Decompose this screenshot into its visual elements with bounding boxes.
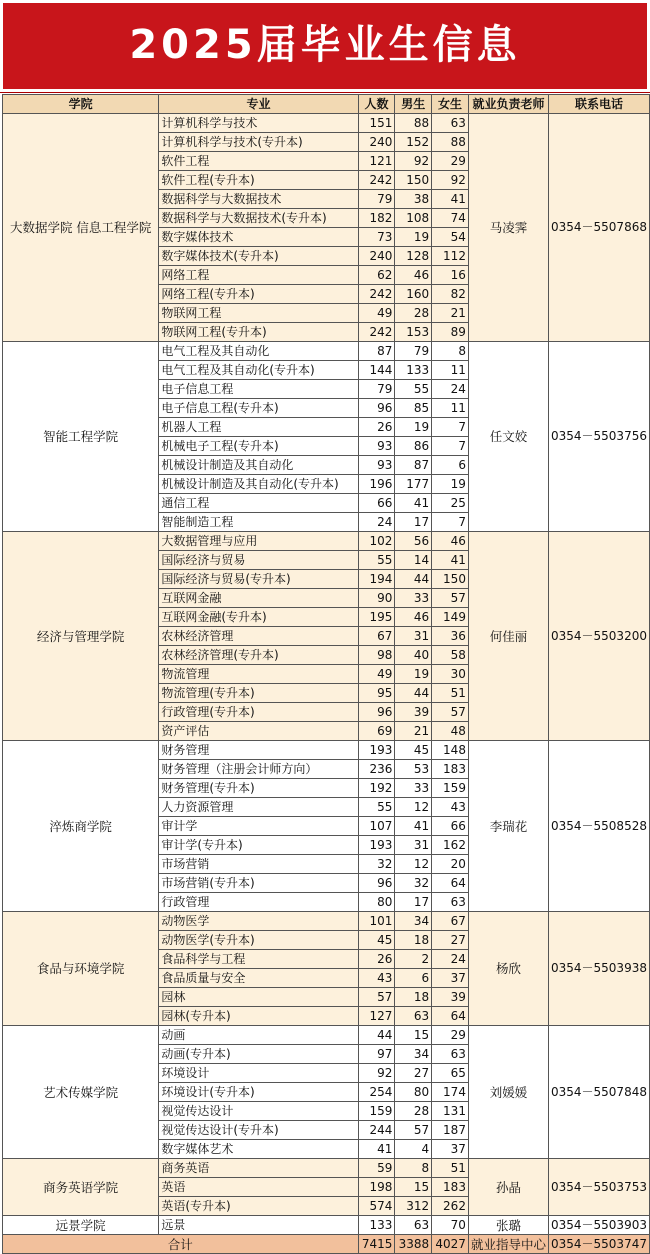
total-count: 144: [358, 361, 395, 380]
total-row: [3, 1235, 650, 1254]
total-count: 198: [358, 1178, 395, 1197]
total-count: 55: [358, 551, 395, 570]
total-count: 196: [358, 475, 395, 494]
female-count: 7: [432, 513, 469, 532]
total-count: 92: [358, 1064, 395, 1083]
total-count: 96: [358, 874, 395, 893]
title-banner: [0, 0, 650, 92]
total-count: 90: [358, 589, 395, 608]
major-name: 机械电子工程(专升本): [159, 437, 358, 456]
female-count: 30: [432, 665, 469, 684]
total-count: 242: [358, 171, 395, 190]
major-name: 动画: [159, 1026, 358, 1045]
male-count: 55: [395, 380, 432, 399]
major-name: 大数据管理与应用: [159, 532, 358, 551]
table-row: [3, 114, 650, 133]
female-count: 46: [432, 532, 469, 551]
female-count: 29: [432, 1026, 469, 1045]
male-count: 39: [395, 703, 432, 722]
female-count: 89: [432, 323, 469, 342]
college-name: 远景学院: [3, 1216, 159, 1235]
major-name: 审计学: [159, 817, 358, 836]
major-name: 数据科学与大数据技术(专升本): [159, 209, 358, 228]
total-count: 49: [358, 304, 395, 323]
total-count: 45: [358, 931, 395, 950]
total-count: 59: [358, 1159, 395, 1178]
female-count: 187: [432, 1121, 469, 1140]
phone-number: 0354－5508528: [548, 741, 649, 912]
male-count: 18: [395, 931, 432, 950]
major-name: 电气工程及其自动化: [159, 342, 358, 361]
male-count: 31: [395, 627, 432, 646]
page-title: 2025届毕业生信息: [129, 22, 521, 68]
table-row: [3, 912, 650, 931]
female-count: 149: [432, 608, 469, 627]
total-count: 79: [358, 380, 395, 399]
male-count: 6: [395, 969, 432, 988]
male-count: 133: [395, 361, 432, 380]
teacher-name: 任文姣: [468, 342, 548, 532]
female-count: 7: [432, 437, 469, 456]
teacher-name: 李瑞花: [468, 741, 548, 912]
major-name: 计算机科学与技术(专升本): [159, 133, 358, 152]
male-count: 63: [395, 1216, 432, 1235]
summary-phone: 0354－5503747: [548, 1235, 649, 1254]
total-count: 193: [358, 741, 395, 760]
female-count: 57: [432, 703, 469, 722]
male-count: 12: [395, 798, 432, 817]
female-count: 48: [432, 722, 469, 741]
header-total: 人数: [358, 95, 395, 114]
male-count: 40: [395, 646, 432, 665]
sum-male: 3388: [395, 1235, 432, 1254]
total-count: 240: [358, 133, 395, 152]
total-count: 44: [358, 1026, 395, 1045]
major-name: 食品科学与工程: [159, 950, 358, 969]
female-count: 150: [432, 570, 469, 589]
major-name: 园林(专升本): [159, 1007, 358, 1026]
male-count: 21: [395, 722, 432, 741]
male-count: 160: [395, 285, 432, 304]
male-count: 44: [395, 684, 432, 703]
female-count: 37: [432, 969, 469, 988]
male-count: 150: [395, 171, 432, 190]
female-count: 92: [432, 171, 469, 190]
total-count: 32: [358, 855, 395, 874]
total-count: 254: [358, 1083, 395, 1102]
male-count: 31: [395, 836, 432, 855]
major-name: 软件工程(专升本): [159, 171, 358, 190]
male-count: 85: [395, 399, 432, 418]
major-name: 电子信息工程: [159, 380, 358, 399]
female-count: 70: [432, 1216, 469, 1235]
female-count: 58: [432, 646, 469, 665]
total-count: 121: [358, 152, 395, 171]
major-name: 环境设计: [159, 1064, 358, 1083]
major-name: 行政管理: [159, 893, 358, 912]
female-count: 64: [432, 874, 469, 893]
male-count: 46: [395, 608, 432, 627]
total-count: 194: [358, 570, 395, 589]
female-count: 6: [432, 456, 469, 475]
major-name: 电子信息工程(专升本): [159, 399, 358, 418]
male-count: 15: [395, 1026, 432, 1045]
total-count: 193: [358, 836, 395, 855]
total-count: 95: [358, 684, 395, 703]
teacher-name: 刘媛媛: [468, 1026, 548, 1159]
female-count: 19: [432, 475, 469, 494]
total-count: 26: [358, 950, 395, 969]
female-count: 43: [432, 798, 469, 817]
sum-total: 7415: [358, 1235, 395, 1254]
total-count: 96: [358, 703, 395, 722]
female-count: 24: [432, 950, 469, 969]
male-count: 34: [395, 912, 432, 931]
major-name: 园林: [159, 988, 358, 1007]
male-count: 19: [395, 228, 432, 247]
teacher-name: 杨欣: [468, 912, 548, 1026]
male-count: 28: [395, 1102, 432, 1121]
female-count: 162: [432, 836, 469, 855]
female-count: 11: [432, 399, 469, 418]
total-count: 69: [358, 722, 395, 741]
major-name: 数字媒体艺术: [159, 1140, 358, 1159]
male-count: 27: [395, 1064, 432, 1083]
female-count: 63: [432, 1045, 469, 1064]
male-count: 312: [395, 1197, 432, 1216]
male-count: 18: [395, 988, 432, 1007]
table-row: [3, 342, 650, 361]
total-count: 240: [358, 247, 395, 266]
header-major: 专业: [159, 95, 358, 114]
male-count: 88: [395, 114, 432, 133]
table-body: [3, 114, 650, 1254]
male-count: 33: [395, 589, 432, 608]
major-name: 计算机科学与技术: [159, 114, 358, 133]
teacher-name: 张璐: [468, 1216, 548, 1235]
major-name: 环境设计(专升本): [159, 1083, 358, 1102]
male-count: 19: [395, 418, 432, 437]
female-count: 54: [432, 228, 469, 247]
phone-number: 0354－5503200: [548, 532, 649, 741]
female-count: 148: [432, 741, 469, 760]
major-name: 软件工程: [159, 152, 358, 171]
total-count: 192: [358, 779, 395, 798]
male-count: 44: [395, 570, 432, 589]
female-count: 7: [432, 418, 469, 437]
total-count: 242: [358, 285, 395, 304]
male-count: 87: [395, 456, 432, 475]
major-name: 资产评估: [159, 722, 358, 741]
header-male: 男生: [395, 95, 432, 114]
major-name: 数据科学与大数据技术: [159, 190, 358, 209]
total-count: 127: [358, 1007, 395, 1026]
male-count: 12: [395, 855, 432, 874]
male-count: 32: [395, 874, 432, 893]
male-count: 17: [395, 513, 432, 532]
female-count: 112: [432, 247, 469, 266]
header-teacher: 就业负责老师: [468, 95, 548, 114]
female-count: 25: [432, 494, 469, 513]
male-count: 19: [395, 665, 432, 684]
total-count: 67: [358, 627, 395, 646]
male-count: 56: [395, 532, 432, 551]
female-count: 39: [432, 988, 469, 1007]
major-name: 动物医学: [159, 912, 358, 931]
male-count: 8: [395, 1159, 432, 1178]
major-name: 市场营销(专升本): [159, 874, 358, 893]
major-name: 农林经济管理: [159, 627, 358, 646]
graduate-table: [2, 94, 650, 1254]
college-name: 智能工程学院: [3, 342, 159, 532]
major-name: 物流管理: [159, 665, 358, 684]
total-count: 97: [358, 1045, 395, 1064]
college-name: 艺术传媒学院: [3, 1026, 159, 1159]
female-count: 21: [432, 304, 469, 323]
male-count: 92: [395, 152, 432, 171]
summary-teacher: 就业指导中心: [468, 1235, 548, 1254]
major-name: 互联网金融(专升本): [159, 608, 358, 627]
female-count: 41: [432, 190, 469, 209]
major-name: 网络工程: [159, 266, 358, 285]
total-count: 236: [358, 760, 395, 779]
phone-number: 0354－5503753: [548, 1159, 649, 1216]
male-count: 63: [395, 1007, 432, 1026]
female-count: 183: [432, 760, 469, 779]
total-count: 26: [358, 418, 395, 437]
major-name: 动画(专升本): [159, 1045, 358, 1064]
male-count: 79: [395, 342, 432, 361]
male-count: 57: [395, 1121, 432, 1140]
total-count: 151: [358, 114, 395, 133]
total-count: 93: [358, 456, 395, 475]
female-count: 20: [432, 855, 469, 874]
male-count: 14: [395, 551, 432, 570]
female-count: 63: [432, 893, 469, 912]
major-name: 审计学(专升本): [159, 836, 358, 855]
female-count: 262: [432, 1197, 469, 1216]
total-count: 66: [358, 494, 395, 513]
major-name: 电气工程及其自动化(专升本): [159, 361, 358, 380]
table-header-row: [3, 95, 650, 114]
college-name: 食品与环境学院: [3, 912, 159, 1026]
total-count: 43: [358, 969, 395, 988]
major-name: 智能制造工程: [159, 513, 358, 532]
major-name: 数字媒体技术(专升本): [159, 247, 358, 266]
total-count: 182: [358, 209, 395, 228]
female-count: 57: [432, 589, 469, 608]
male-count: 2: [395, 950, 432, 969]
male-count: 41: [395, 494, 432, 513]
major-name: 机械设计制造及其自动化: [159, 456, 358, 475]
female-count: 24: [432, 380, 469, 399]
phone-number: 0354－5507868: [548, 114, 649, 342]
table-row: [3, 1159, 650, 1178]
major-name: 英语(专升本): [159, 1197, 358, 1216]
teacher-name: 何佳丽: [468, 532, 548, 741]
male-count: 41: [395, 817, 432, 836]
male-count: 28: [395, 304, 432, 323]
male-count: 153: [395, 323, 432, 342]
major-name: 物联网工程: [159, 304, 358, 323]
total-count: 93: [358, 437, 395, 456]
female-count: 131: [432, 1102, 469, 1121]
male-count: 128: [395, 247, 432, 266]
total-count: 55: [358, 798, 395, 817]
total-count: 73: [358, 228, 395, 247]
major-name: 机械设计制造及其自动化(专升本): [159, 475, 358, 494]
major-name: 国际经济与贸易(专升本): [159, 570, 358, 589]
table-row: [3, 1026, 650, 1045]
major-name: 人力资源管理: [159, 798, 358, 817]
total-count: 102: [358, 532, 395, 551]
college-name: 商务英语学院: [3, 1159, 159, 1216]
total-count: 133: [358, 1216, 395, 1235]
phone-number: 0354－5507848: [548, 1026, 649, 1159]
male-count: 38: [395, 190, 432, 209]
total-count: 574: [358, 1197, 395, 1216]
female-count: 74: [432, 209, 469, 228]
major-name: 视觉传达设计: [159, 1102, 358, 1121]
total-count: 98: [358, 646, 395, 665]
male-count: 46: [395, 266, 432, 285]
table-row: [3, 532, 650, 551]
total-count: 49: [358, 665, 395, 684]
female-count: 41: [432, 551, 469, 570]
college-name: 经济与管理学院: [3, 532, 159, 741]
major-name: 数字媒体技术: [159, 228, 358, 247]
female-count: 8: [432, 342, 469, 361]
male-count: 15: [395, 1178, 432, 1197]
male-count: 4: [395, 1140, 432, 1159]
female-count: 64: [432, 1007, 469, 1026]
major-name: 动物医学(专升本): [159, 931, 358, 950]
male-count: 34: [395, 1045, 432, 1064]
male-count: 86: [395, 437, 432, 456]
total-count: 195: [358, 608, 395, 627]
major-name: 视觉传达设计(专升本): [159, 1121, 358, 1140]
total-count: 79: [358, 190, 395, 209]
female-count: 63: [432, 114, 469, 133]
teacher-name: 马凌霁: [468, 114, 548, 342]
major-name: 远景: [159, 1216, 358, 1235]
total-count: 242: [358, 323, 395, 342]
college-name: 大数据学院 信息工程学院: [3, 114, 159, 342]
male-count: 53: [395, 760, 432, 779]
total-count: 96: [358, 399, 395, 418]
female-count: 183: [432, 1178, 469, 1197]
female-count: 16: [432, 266, 469, 285]
female-count: 66: [432, 817, 469, 836]
total-count: 87: [358, 342, 395, 361]
header-female: 女生: [432, 95, 469, 114]
phone-number: 0354－5503756: [548, 342, 649, 532]
male-count: 33: [395, 779, 432, 798]
major-name: 英语: [159, 1178, 358, 1197]
female-count: 11: [432, 361, 469, 380]
major-name: 机器人工程: [159, 418, 358, 437]
total-label: 合计: [3, 1235, 359, 1254]
major-name: 商务英语: [159, 1159, 358, 1178]
female-count: 82: [432, 285, 469, 304]
teacher-name: 孙晶: [468, 1159, 548, 1216]
major-name: 农林经济管理(专升本): [159, 646, 358, 665]
header-college: 学院: [3, 95, 159, 114]
male-count: 108: [395, 209, 432, 228]
major-name: 网络工程(专升本): [159, 285, 358, 304]
total-count: 24: [358, 513, 395, 532]
sum-female: 4027: [432, 1235, 469, 1254]
female-count: 67: [432, 912, 469, 931]
male-count: 177: [395, 475, 432, 494]
male-count: 152: [395, 133, 432, 152]
total-count: 80: [358, 893, 395, 912]
female-count: 88: [432, 133, 469, 152]
major-name: 财务管理（注册会计师方向）: [159, 760, 358, 779]
major-name: 行政管理(专升本): [159, 703, 358, 722]
female-count: 51: [432, 1159, 469, 1178]
total-count: 57: [358, 988, 395, 1007]
major-name: 市场营销: [159, 855, 358, 874]
total-count: 101: [358, 912, 395, 931]
major-name: 财务管理(专升本): [159, 779, 358, 798]
female-count: 159: [432, 779, 469, 798]
total-count: 62: [358, 266, 395, 285]
table-row: [3, 1216, 650, 1235]
major-name: 互联网金融: [159, 589, 358, 608]
total-count: 244: [358, 1121, 395, 1140]
phone-number: 0354－5503938: [548, 912, 649, 1026]
college-name: 淬炼商学院: [3, 741, 159, 912]
header-phone: 联系电话: [548, 95, 649, 114]
female-count: 37: [432, 1140, 469, 1159]
total-count: 159: [358, 1102, 395, 1121]
male-count: 45: [395, 741, 432, 760]
total-count: 41: [358, 1140, 395, 1159]
female-count: 27: [432, 931, 469, 950]
female-count: 36: [432, 627, 469, 646]
table-row: [3, 741, 650, 760]
male-count: 17: [395, 893, 432, 912]
female-count: 65: [432, 1064, 469, 1083]
female-count: 51: [432, 684, 469, 703]
major-name: 食品质量与安全: [159, 969, 358, 988]
phone-number: 0354－5503903: [548, 1216, 649, 1235]
female-count: 29: [432, 152, 469, 171]
major-name: 物联网工程(专升本): [159, 323, 358, 342]
male-count: 80: [395, 1083, 432, 1102]
major-name: 国际经济与贸易: [159, 551, 358, 570]
major-name: 通信工程: [159, 494, 358, 513]
major-name: 物流管理(专升本): [159, 684, 358, 703]
major-name: 财务管理: [159, 741, 358, 760]
female-count: 174: [432, 1083, 469, 1102]
total-count: 107: [358, 817, 395, 836]
